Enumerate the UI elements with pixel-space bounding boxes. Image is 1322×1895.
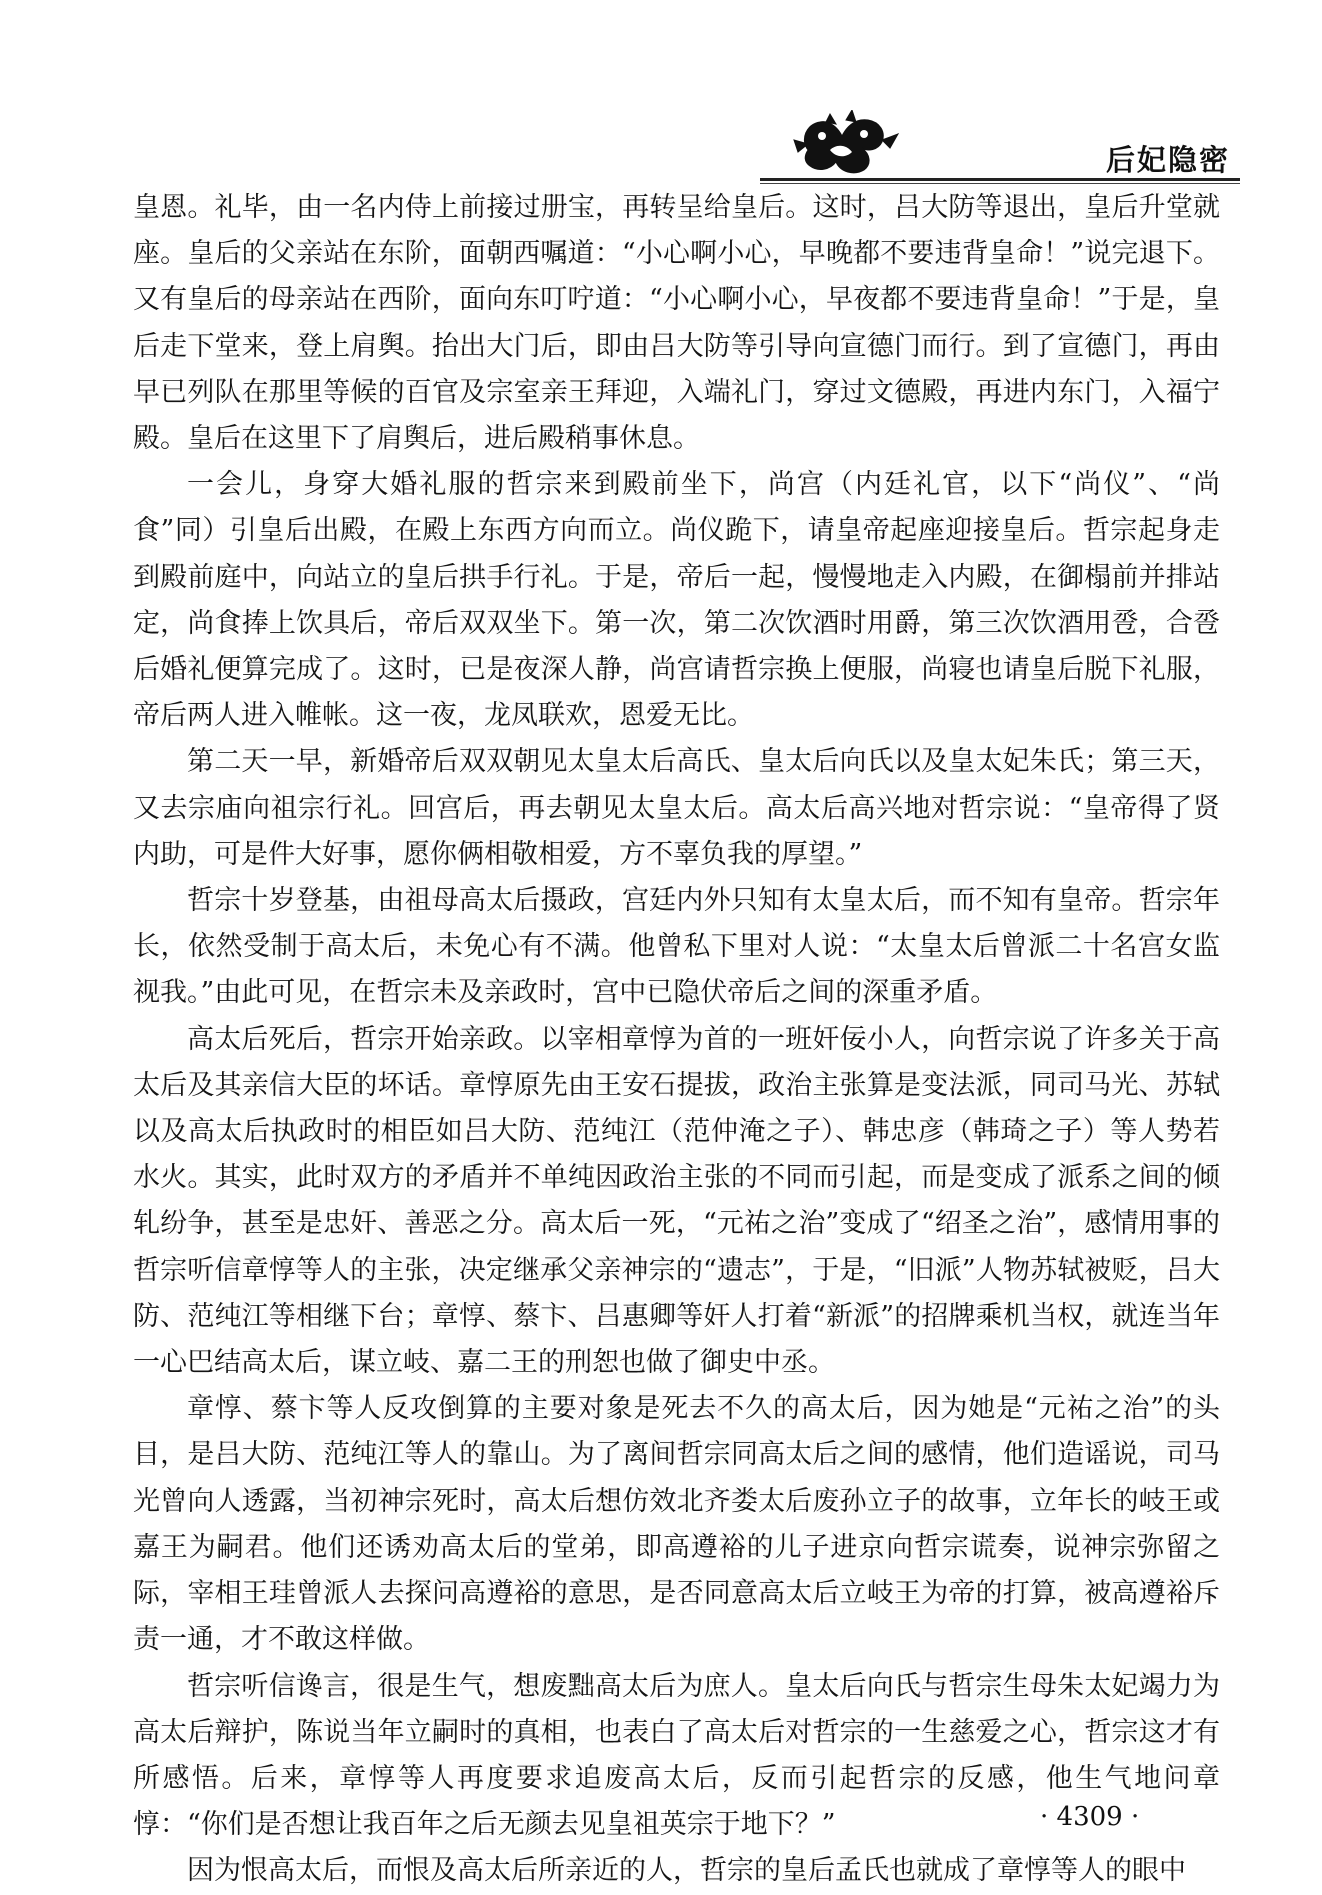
header-rule-thin [760,183,1240,184]
paragraph-7: 哲宗听信谗言，很是生气，想废黜高太后为庶人。皇太后向氏与哲宗生母朱太妃竭力为高太后辩护，陈说当年立嗣时的真相，也表白了高太后对哲宗的一生慈爱之心，哲宗这才有所感悟。后来，章惇等人再度要求追废高太后，反而引起哲宗的反感，他生气地问章惇：“你们是否想让我百年之后无颜去见皇祖英宗于地下？” [133,1670,1220,1841]
paragraph-8: 因为恨高太后，而恨及高太后所亲近的人，哲宗的皇后孟氏也就成了章惇等人的眼中 [187,1855,1186,1887]
dragon-icon [790,110,900,178]
paragraph-4: 哲宗十岁登基，由祖母高太后摄政，宫廷内外只知有太皇太后，而不知有皇帝。哲宗年长，依然受制于高太后，未免心有不满。他曾私下里对人说：“太皇太后曾派二十名宫女监视我。”由此可见，在哲宗未及亲政时，宫中已隐伏帝后之间的深重矛盾。 [133,885,1220,1009]
header-title: 后妃隐密 [1105,143,1230,177]
paragraph-3: 第二天一早，新婚帝后双双朝见太皇太后高氏、皇太后向氏以及皇太妃朱氏；第三天，又去宗庙向祖宗行礼。回宫后，再去朝见太皇太后。高太后高兴地对哲宗说：“皇帝得了贤内助，可是件大好事，愿你俩相敬相爱，方不辜负我的厚望。” [133,746,1220,870]
paragraph-6: 章惇、蔡卞等人反攻倒算的主要对象是死去不久的高太后，因为她是“元祐之治”的头目，是吕大防、范纯江等人的靠山。为了离间哲宗同高太后之间的感情，他们造谣说，司马光曾向人透露，当初神宗死时，高太后想仿效北齐娄太后废孙立子的故事，立年长的岐王或嘉王为嗣君。他们还诱劝高太后的堂弟，即高遵裕的儿子进京向哲宗谎奏，说神宗弥留之际，宰相王珪曾派人去探问高遵裕的意思，是否同意高太后立岐王为帝的打算，被高遵裕斥责一通，才不敢这样做。 [133,1393,1220,1656]
header-rule [760,178,1240,181]
running-header [760,110,1230,180]
paragraph-1: 皇恩。礼毕，由一名内侍上前接过册宝，再转呈给皇后。这时，吕大防等退出，皇后升堂就座。皇后的父亲站在东阶，面朝西嘱道：“小心啊小心，早晚都不要违背皇命！”说完退下。又有皇后的母亲站在西阶，面向东叮咛道：“小心啊小心，早夜都不要违背皇命！”于是，皇后走下堂来，登上肩舆。抬出大门后，即由吕大防等引导向宣德门而行。到了宣德门，再由早已列队在那里等候的百官及宗室亲王拜迎，入端礼门，穿过文德殿，再进内东门，入福宁殿。皇后在这里下了肩舆后，进后殿稍事休息。 [133,192,1220,455]
page-number: · 4309 · [1040,1802,1140,1832]
body-text [133,185,1220,1895]
paragraph-2: 一会儿，身穿大婚礼服的哲宗来到殿前坐下，尚宫（内廷礼官，以下“尚仪”、“尚食”同）引皇后出殿，在殿上东西方向而立。尚仪跪下，请皇帝起座迎接皇后。哲宗起身走到殿前庭中，向站立的皇后拱手行礼。于是，帝后一起，慢慢地走入内殿，在御榻前并排站定，尚食捧上饮具后，帝后双双坐下。第一次，第二次饮酒时用爵，第三次饮酒用卺，合卺后婚礼便算完成了。这时，已是夜深人静，尚宫请哲宗换上便服，尚寝也请皇后脱下礼服，帝后两人进入帷帐。这一夜，龙凤联欢，恩爱无比。 [133,469,1220,732]
paragraph-5: 高太后死后，哲宗开始亲政。以宰相章惇为首的一班奸佞小人，向哲宗说了许多关于高太后及其亲信大臣的坏话。章惇原先由王安石提拔，政治主张算是变法派，同司马光、苏轼以及高太后执政时的相臣如吕大防、范纯江（范仲淹之子）、韩忠彦（韩琦之子）等人势若水火。其实，此时双方的矛盾并不单纯因政治主张的不同而引起，而是变成了派系之间的倾轧纷争，甚至是忠奸、善恶之分。高太后一死，“元祐之治”变成了“绍圣之治”，感情用事的哲宗听信章惇等人的主张，决定继承父亲神宗的“遗志”，于是，“旧派”人物苏轼被贬，吕大防、范纯江等相继下台；章惇、蔡卞、吕惠卿等奸人打着“新派”的招牌乘机当权，就连当年一心巴结高太后，谋立岐、嘉二王的刑恕也做了御史中丞。 [133,1023,1220,1379]
